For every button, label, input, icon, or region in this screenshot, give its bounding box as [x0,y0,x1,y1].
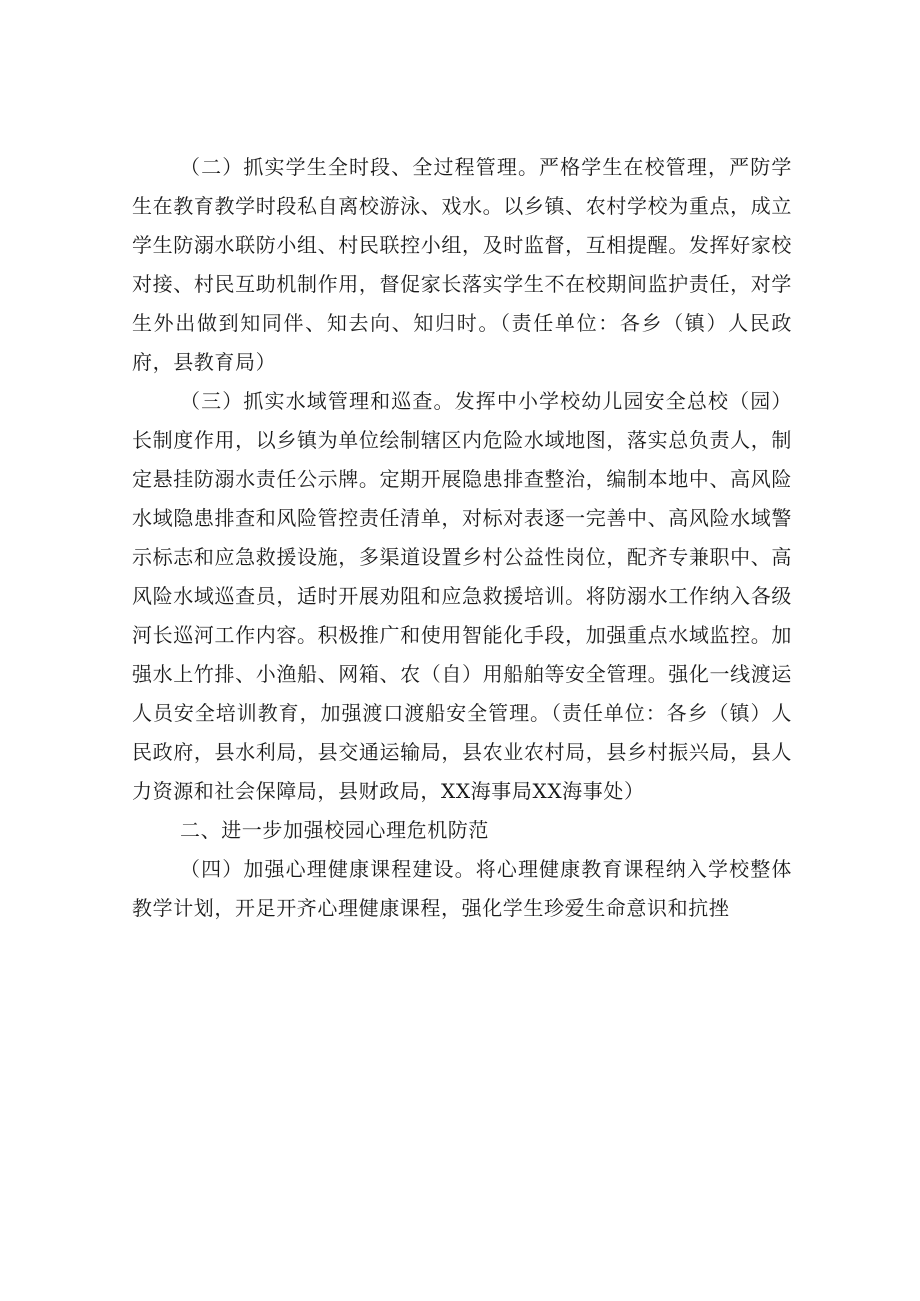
section-heading-mental-health: 二、进一步加强校园心理危机防范 [180,818,489,842]
paragraph-water-area-management: （三）抓实水域管理和巡查。发挥中小学校幼儿园安全总校（园）长制度作用，以乡镇为单位绘制辖区内危险水域地图，落实总负责人，制定悬挂防溺水责任公示牌。定期开展隐患排查整治，编制本地中、高风险水域隐患排查和风险管控责任清单，对标对表逐一完善中、高风险水域警示标志和应急救援设施，多渠道设置乡村公益性岗位，配齐专兼职中、高风险水域巡查员，适时开展劝阻和应急救援培训。将防溺水工作纳入各级河长巡河工作内容。积极推广和使用智能化手段，加强重点水域监控。加强水上竹排、小渔船、网箱、农（自）用船舶等安全管理。强化一线渡运人员安全培训教育，加强渡口渡船安全管理。（责任单位：各乡（镇）人民政府，县水利局，县交通运输局，县农业农村局，县乡村振兴局，县人力资源和社会保障局，县财政局，XX海事局XX海事处） [132,389,792,803]
paragraph-student-management: （二）抓实学生全时段、全过程管理。严格学生在校管理，严防学生在教育教学时段私自离校游泳、戏水。以乡镇、农村学校为重点，成立学生防溺水联防小组、村民联控小组，及时监督，互相提醒。发挥好家校对接、村民互助机制作用，督促家长落实学生不在校期间监护责任，对学生外出做到知同伴、知去向、知归时。（责任单位：各乡（镇）人民政府，县教育局） [132,155,792,374]
paragraph-mental-health-course: （四）加强心理健康课程建设。将心理健康教育课程纳入学校整体教学计划，开足开齐心理健康课程，强化学生珍爱生命意识和抗挫 [132,857,792,920]
document-body [132,148,792,928]
